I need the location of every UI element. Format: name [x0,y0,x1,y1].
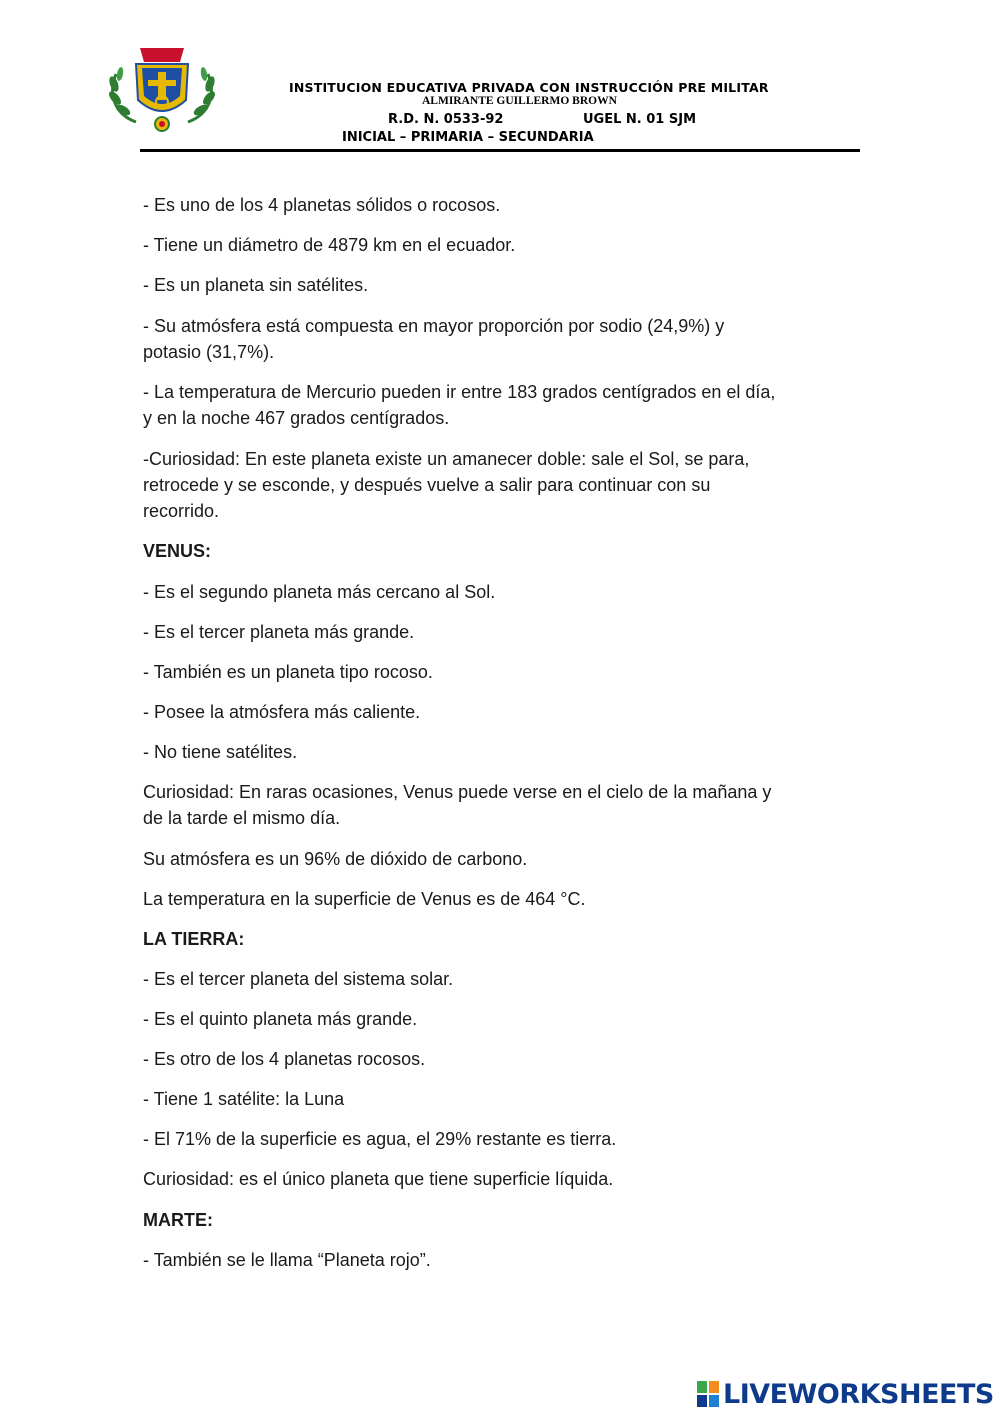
tierra-fact-2: - Es el quinto planeta más grande. [143,1009,418,1029]
school-name: ALMIRANTE GUILLERMO BROWN [422,95,617,107]
tierra-fact-3: - Es otro de los 4 planetas rocosos. [143,1049,426,1069]
tierra-fact-1: - Es el tercer planeta del sistema solar. [143,969,454,989]
liveworksheets-wordmark: LIVEWORKSHEETS [723,1378,994,1410]
mercurio-fact-5-line-2: y en la noche 467 grados centígrados. [143,408,450,428]
mercurio-fact-2: - Tiene un diámetro de 4879 km en el ecuador. [143,235,516,255]
venus-fact-2: - Es el tercer planeta más grande. [143,622,415,642]
marte-fact-1: - También se le llama “Planeta rojo”. [143,1250,431,1270]
mercurio-curiosity-line-1: -Curiosidad: En este planeta existe un amanecer doble: sale el Sol, se para, [143,449,750,469]
mercurio-curiosity-line-3: recorrido. [143,501,220,521]
mercurio-fact-4-line-1: - Su atmósfera está compuesta en mayor proporción por sodio (24,9%) y [143,316,725,336]
venus-fact-1: - Es el segundo planeta más cercano al Sol. [143,582,496,602]
venus-fact-3: - También es un planeta tipo rocoso. [143,662,433,682]
school-logo [106,44,218,134]
venus-heading: VENUS: [143,541,212,561]
header-divider [140,149,860,152]
venus-curiosity-line-1: Curiosidad: En raras ocasiones, Venus puede verse en el cielo de la mañana y [143,782,772,802]
tierra-heading: LA TIERRA: [143,929,245,949]
registration-line [388,112,697,127]
mercurio-fact-1: - Es uno de los 4 planetas sólidos o rocosos. [143,195,501,215]
tierra-curiosity: Curiosidad: es el único planeta que tiene superficie líquida. [143,1169,614,1189]
liveworksheets-logo-icon [697,1381,719,1407]
liveworksheets-brand [697,1379,994,1409]
venus-atmosphere: Su atmósfera es un 96% de dióxido de carbono. [143,849,528,869]
mercurio-fact-3: - Es un planeta sin satélites. [143,275,369,295]
marte-heading: MARTE: [143,1210,213,1230]
venus-fact-4: - Posee la atmósfera más caliente. [143,702,421,722]
ugel-number: UGEL N. 01 SJM [583,112,697,127]
tierra-fact-5: - El 71% de la superficie es agua, el 29% restante es tierra. [143,1129,617,1149]
school-crest-icon [106,44,218,134]
mercurio-curiosity-line-2: retrocede y se esconde, y después vuelve a salir para continuar con su [143,475,711,495]
institution-name: INSTITUCION EDUCATIVA PRIVADA CON INSTRUCCIÓN PRE MILITAR [289,80,769,95]
tierra-fact-4: - Tiene 1 satélite: la Luna [143,1089,345,1109]
mercurio-fact-5-line-1: - La temperatura de Mercurio pueden ir entre 183 grados centígrados en el día, [143,382,776,402]
mercurio-fact-4-line-2: potasio (31,7%). [143,342,275,362]
venus-fact-5: - No tiene satélites. [143,742,298,762]
venus-curiosity-line-2: de la tarde el mismo día. [143,808,341,828]
education-levels: INICIAL – PRIMARIA – SECUNDARIA [342,130,594,145]
rd-number: R.D. N. 0533-92 [388,112,504,127]
venus-temperature: La temperatura en la superficie de Venus es de 464 °C. [143,889,586,909]
